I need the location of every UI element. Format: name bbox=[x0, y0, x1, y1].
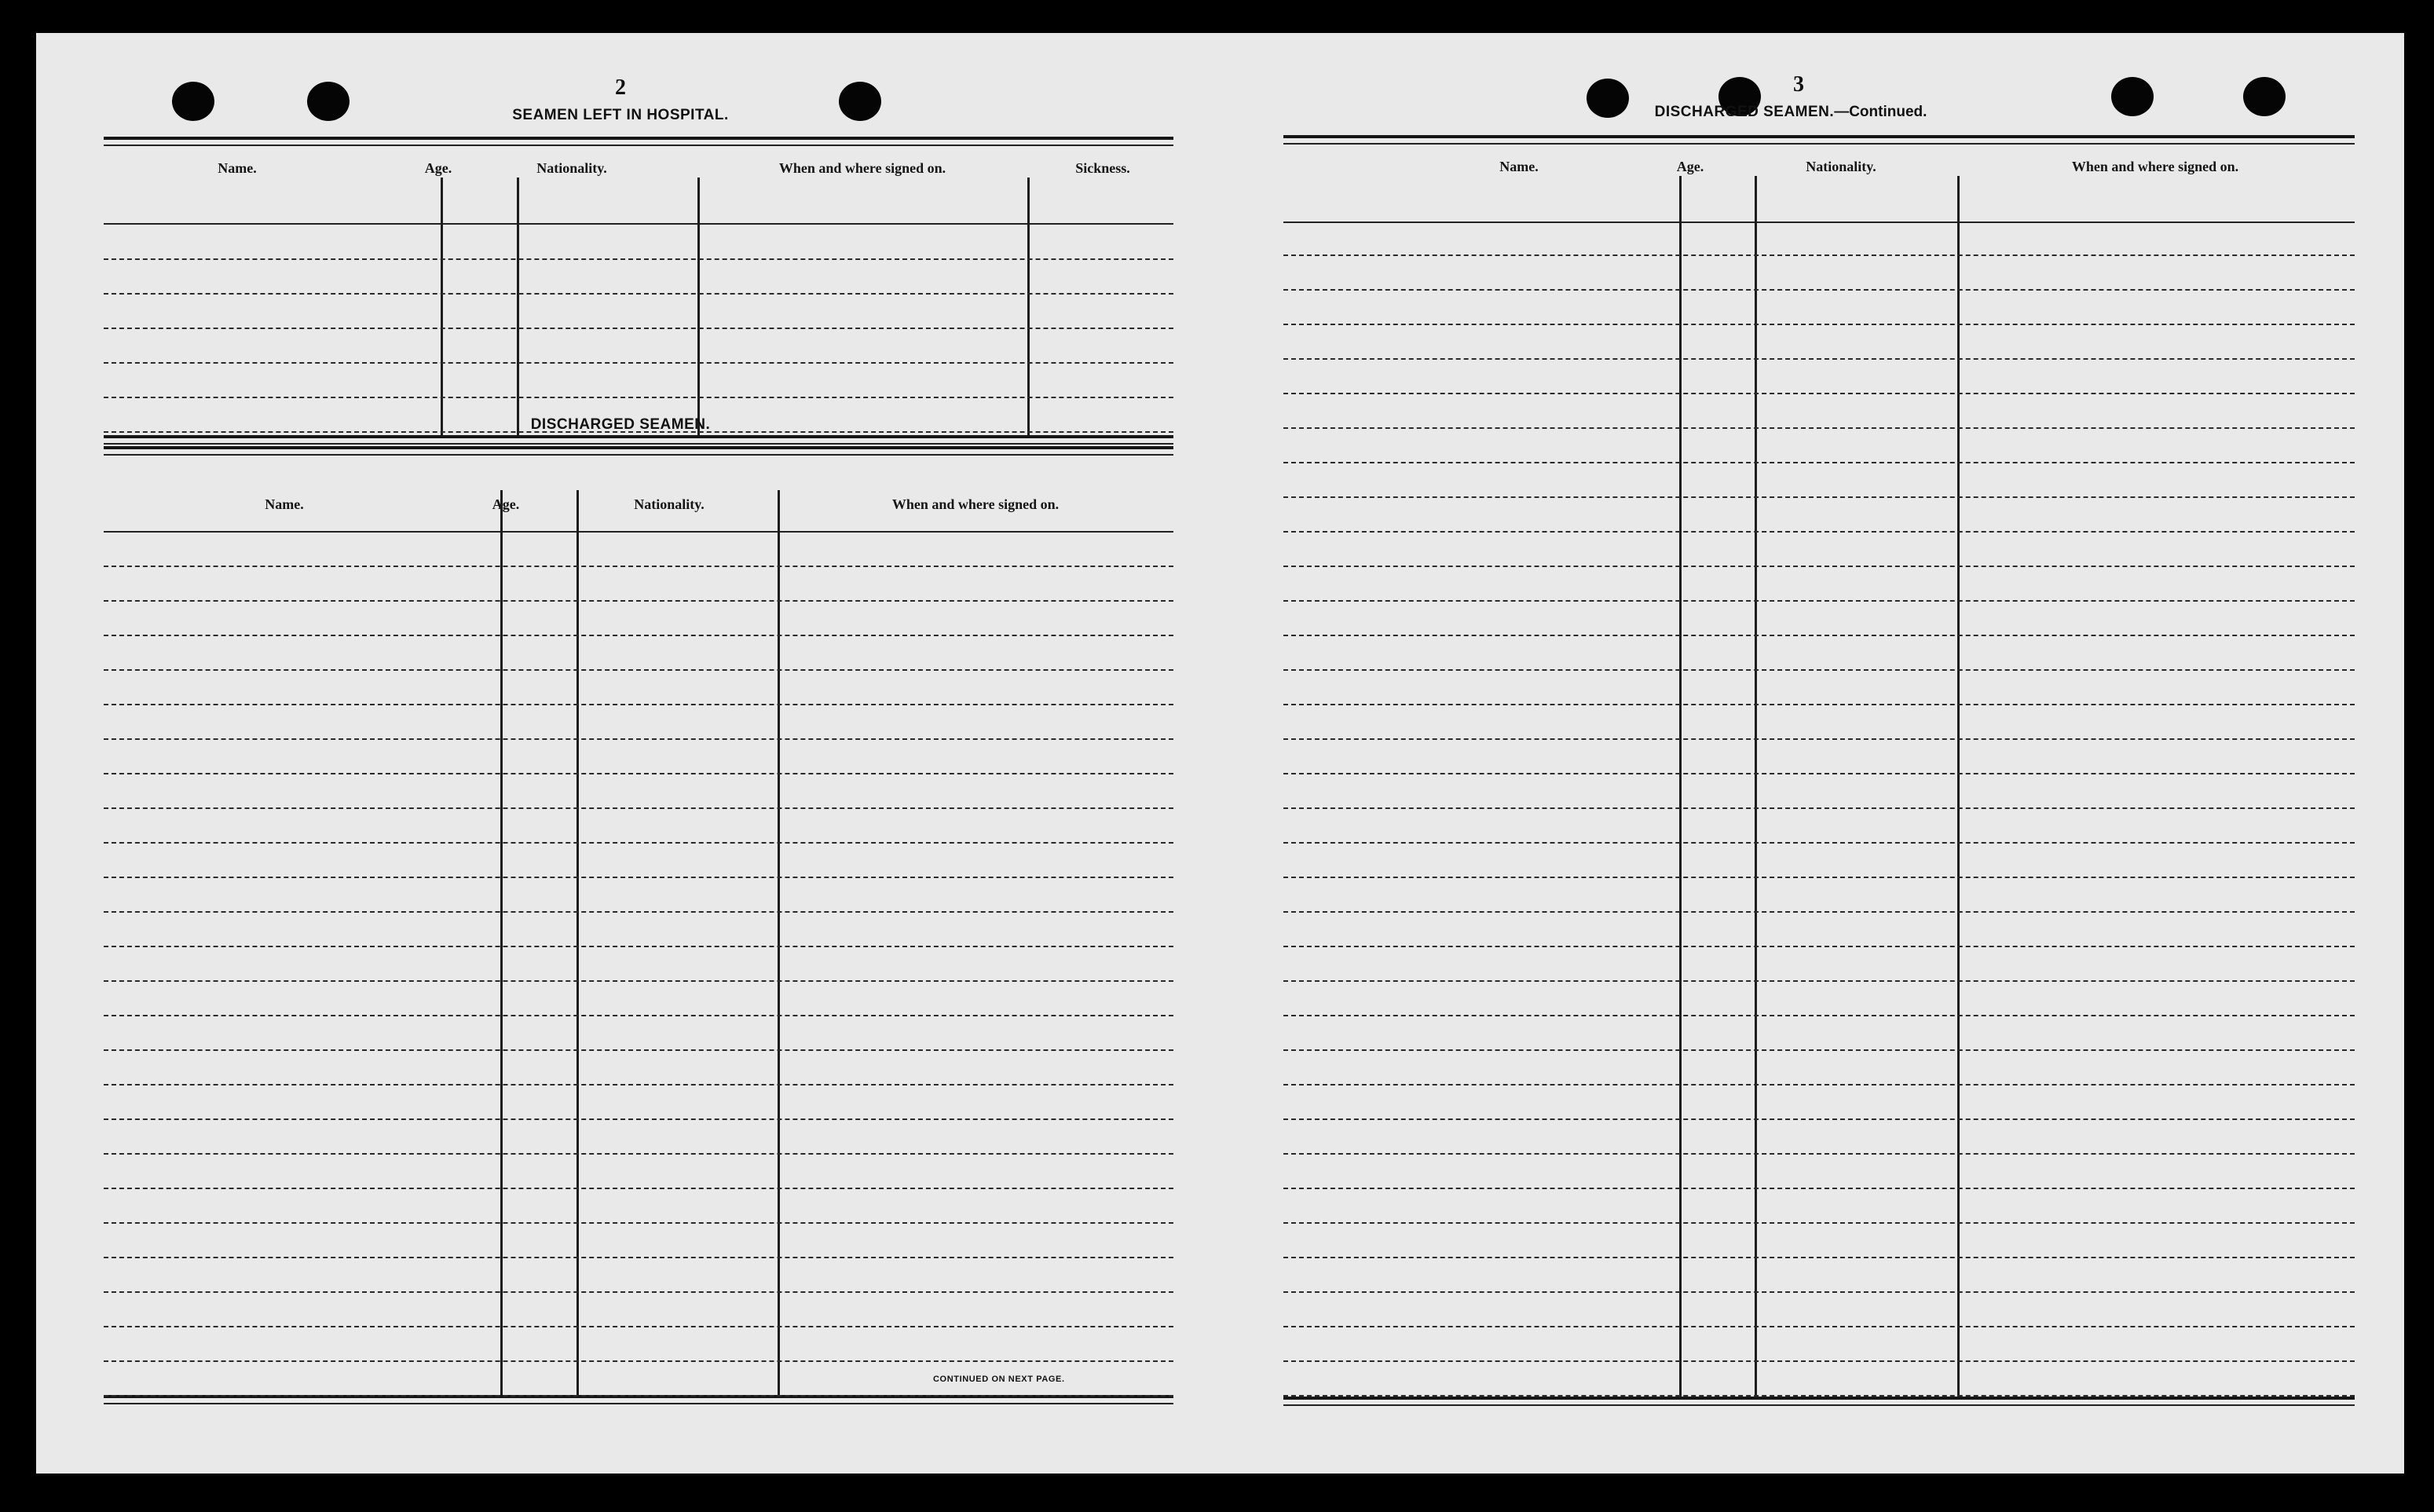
blank-entry-row bbox=[104, 980, 1173, 982]
blank-entry-row bbox=[104, 911, 1173, 913]
blank-entry-row bbox=[104, 1257, 1173, 1258]
blank-entry-row bbox=[1283, 1257, 2355, 1258]
discharged-col-divider bbox=[500, 490, 503, 1395]
discharged-continued-ledger bbox=[1283, 135, 2355, 1409]
ledger-header-rule bbox=[104, 531, 1173, 533]
blank-entry-row bbox=[1283, 773, 2355, 774]
continued-col-nationality: Nationality. bbox=[1806, 159, 1876, 174]
punch-hole bbox=[2111, 77, 2154, 116]
continued-col-signed-on: When and where signed on. bbox=[2071, 159, 2239, 174]
ledger-top-rule bbox=[1283, 143, 2355, 145]
continued-section-title bbox=[1610, 104, 1971, 121]
blank-entry-row bbox=[104, 738, 1173, 740]
blank-entry-row bbox=[104, 1360, 1173, 1362]
blank-entry-row bbox=[1283, 738, 2355, 740]
blank-entry-row bbox=[104, 328, 1173, 329]
discharged-col-age: Age. bbox=[492, 496, 520, 512]
ledger-bottom-rule bbox=[1283, 1397, 2355, 1400]
page-number-left: 2 bbox=[615, 75, 626, 100]
punch-hole bbox=[839, 82, 881, 121]
continued-note: CONTINUED ON NEXT PAGE. bbox=[933, 1375, 1065, 1384]
blank-entry-row bbox=[104, 1015, 1173, 1016]
discharged-col-nationality: Nationality. bbox=[634, 496, 705, 512]
blank-entry-row bbox=[1283, 254, 2355, 256]
hospital-section-title: SEAMEN LEFT IN HOSPITAL. bbox=[512, 107, 729, 123]
punch-hole bbox=[2243, 77, 2286, 116]
blank-entry-row bbox=[104, 1049, 1173, 1051]
hospital-ledger bbox=[104, 137, 1173, 445]
blank-entry-row bbox=[1283, 324, 2355, 325]
blank-entry-row bbox=[1283, 462, 2355, 463]
blank-entry-row bbox=[104, 877, 1173, 878]
blank-entry-row bbox=[104, 293, 1173, 295]
blank-entry-row bbox=[1283, 1395, 2355, 1397]
blank-entry-row bbox=[1283, 911, 2355, 913]
ledger-bottom-rule bbox=[104, 443, 1173, 445]
blank-entry-row bbox=[1283, 1326, 2355, 1327]
hospital-col-signed-on: When and where signed on. bbox=[778, 160, 946, 176]
ledger-bottom-rule bbox=[104, 435, 1173, 438]
blank-entry-row bbox=[1283, 704, 2355, 705]
blank-entry-row bbox=[1283, 600, 2355, 602]
blank-entry-row bbox=[1283, 393, 2355, 394]
blank-entry-row bbox=[1283, 1222, 2355, 1224]
blank-entry-row bbox=[104, 1222, 1173, 1224]
blank-entry-row bbox=[104, 773, 1173, 774]
blank-entry-row bbox=[1283, 566, 2355, 567]
discharged-col-name: Name. bbox=[265, 496, 304, 512]
blank-entry-row bbox=[104, 600, 1173, 602]
blank-entry-row bbox=[104, 1291, 1173, 1293]
punch-hole bbox=[307, 82, 350, 121]
page-number-right: 3 bbox=[1793, 72, 1804, 97]
blank-entry-row bbox=[104, 1153, 1173, 1155]
blank-entry-row bbox=[104, 1326, 1173, 1327]
ledger-top-rule bbox=[104, 454, 1173, 456]
hospital-col-nationality: Nationality. bbox=[536, 160, 607, 176]
blank-entry-row bbox=[1283, 635, 2355, 636]
blank-entry-row bbox=[1283, 807, 2355, 809]
continued-col-name: Name. bbox=[1499, 159, 1539, 174]
blank-entry-row bbox=[104, 1084, 1173, 1085]
ledger-bottom-rule bbox=[104, 1403, 1173, 1404]
hospital-col-sickness: Sickness. bbox=[1075, 160, 1130, 176]
hospital-col-name: Name. bbox=[218, 160, 257, 176]
blank-entry-row bbox=[104, 566, 1173, 567]
ledger-header-rule bbox=[1283, 221, 2355, 223]
blank-entry-row bbox=[104, 258, 1173, 260]
hospital-col-age: Age. bbox=[424, 160, 452, 176]
blank-entry-row bbox=[1283, 1049, 2355, 1051]
blank-entry-row bbox=[1283, 358, 2355, 360]
continued-col-age: Age. bbox=[1676, 159, 1704, 174]
blank-entry-row bbox=[1283, 1084, 2355, 1085]
blank-entry-row bbox=[1283, 1188, 2355, 1189]
blank-entry-row bbox=[1283, 669, 2355, 671]
blank-entry-row bbox=[1283, 877, 2355, 878]
blank-entry-row bbox=[1283, 946, 2355, 947]
blank-entry-row bbox=[104, 397, 1173, 398]
blank-entry-row bbox=[1283, 531, 2355, 533]
blank-entry-row bbox=[1283, 496, 2355, 498]
ledger-top-rule bbox=[104, 446, 1173, 449]
blank-entry-row bbox=[1283, 842, 2355, 844]
ledger-top-rule bbox=[1283, 135, 2355, 138]
discharged-ledger bbox=[104, 446, 1173, 1408]
blank-entry-row bbox=[104, 842, 1173, 844]
blank-entry-row bbox=[104, 635, 1173, 636]
blank-entry-row bbox=[1283, 427, 2355, 429]
ledger-bottom-rule bbox=[1283, 1404, 2355, 1406]
blank-entry-row bbox=[104, 362, 1173, 364]
ledger-top-rule bbox=[104, 137, 1173, 140]
form-sheet bbox=[36, 33, 2404, 1474]
blank-entry-row bbox=[104, 1188, 1173, 1189]
continued-section-title-suffix: —Continued. bbox=[1834, 104, 1927, 120]
blank-entry-row bbox=[1283, 1360, 2355, 1362]
blank-entry-row bbox=[104, 669, 1173, 671]
continued-section-title-main: DISCHARGED SEAMEN. bbox=[1654, 104, 1835, 120]
blank-entry-row bbox=[104, 704, 1173, 705]
blank-entry-row bbox=[1283, 980, 2355, 982]
blank-entry-row bbox=[1283, 289, 2355, 291]
blank-entry-row bbox=[1283, 1291, 2355, 1293]
ledger-header-rule bbox=[104, 223, 1173, 225]
blank-entry-row bbox=[104, 1118, 1173, 1120]
blank-entry-row bbox=[1283, 1153, 2355, 1155]
discharged-section-title: DISCHARGED SEAMEN. bbox=[530, 416, 711, 433]
blank-entry-row bbox=[104, 1395, 1173, 1397]
discharged-col-divider bbox=[778, 490, 780, 1395]
blank-entry-row bbox=[1283, 1015, 2355, 1016]
discharged-col-signed-on: When and where signed on. bbox=[891, 496, 1060, 512]
blank-entry-row bbox=[104, 807, 1173, 809]
ledger-top-rule bbox=[104, 145, 1173, 146]
punch-hole bbox=[172, 82, 214, 121]
blank-entry-row bbox=[1283, 1118, 2355, 1120]
discharged-col-divider bbox=[576, 490, 579, 1395]
blank-entry-row bbox=[104, 946, 1173, 947]
